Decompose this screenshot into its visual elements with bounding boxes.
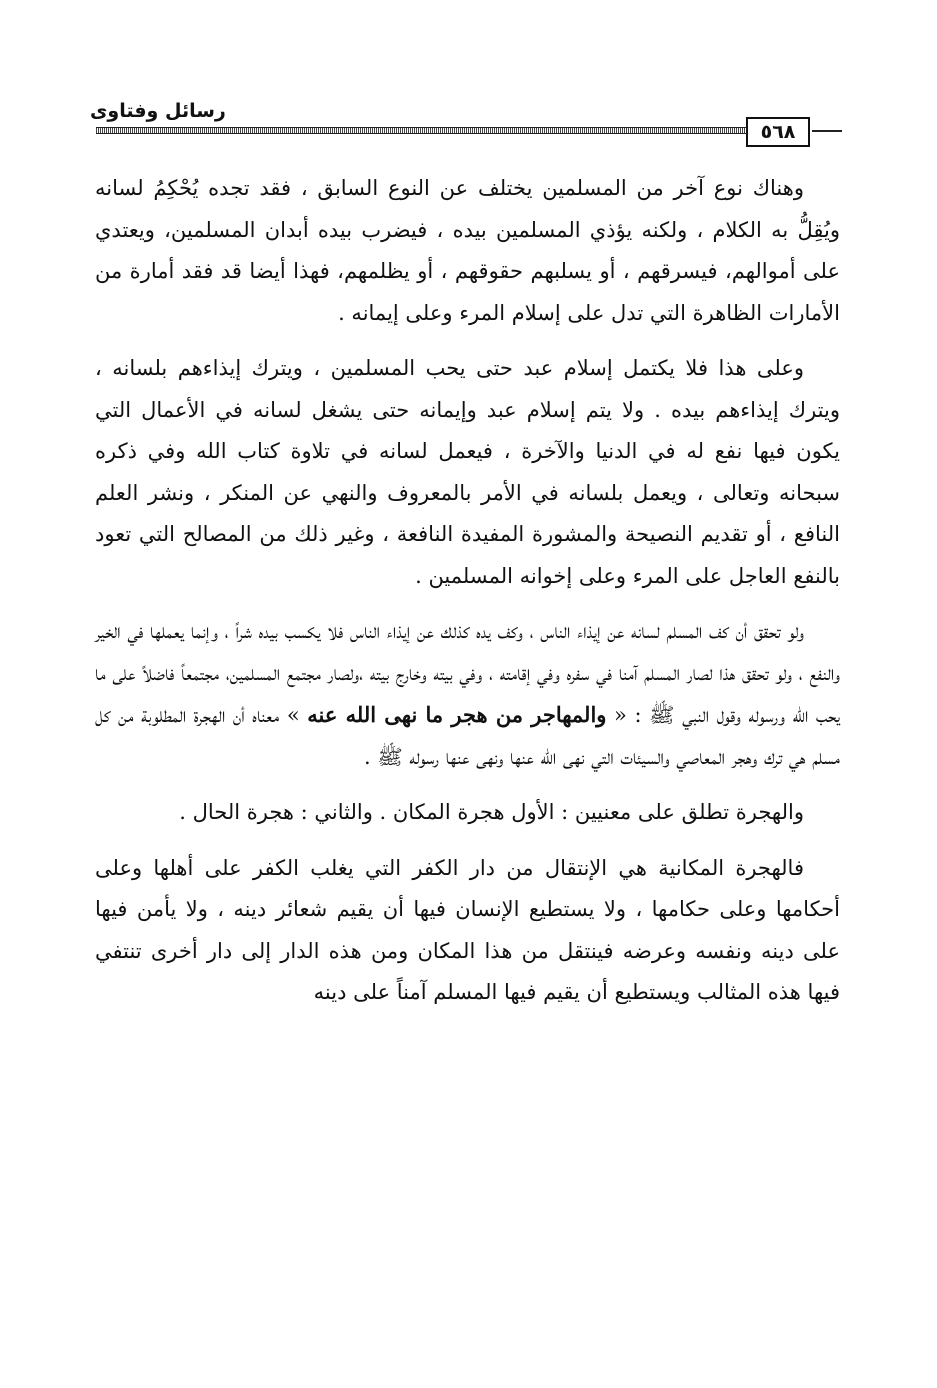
paragraph-4: والهجرة تطلق على معنيين : الأول هجرة المكان . والثاني : هجرة الحال . (179, 800, 804, 824)
paragraph-3-before: ولو تحقق أن كف المسلم لسانه عن إيذاء الناس ، وكف يده كذلك عن إيذاء الناس فلا يكسب بيده شراً ، وإنما يعملها في الخير والنفع ، ولو تحقق هذا لصار المسلم آمنا في سفره وفي إقامته ، وفي بيته وخارج بيته ،ولصار مجتمع المسلمين، مجتمعاً فاضلاً على ما يحب الله ورسوله وقول النبي ﷺ : « (95, 619, 840, 727)
page-number: ٥٦٨ (746, 117, 810, 147)
body-text (95, 168, 840, 1028)
paragraph-3-after: » معناه أن الهجرة المطلوبة من كل مسلم هي ترك وهجر المعاصي والسيئات التي نهى الله عنها ونهى عنها رسوله ﷺ . (95, 703, 840, 769)
header-rule (96, 127, 746, 134)
hadith-quote: والمهاجر من هجر ما نهى الله عنه (307, 702, 607, 727)
running-title: رسائل وفتاوى (90, 100, 226, 122)
paragraph-1: وهناك نوع آخر من المسلمين يختلف عن النوع السابق ، فقد تجده يُحْكِمُ لسانه ويُقِلُّ به الكلام ، ولكنه يؤذي المسلمين بيده ، فيضرب بيده أبدان المسلمين، ويعتدي على أموالهم، فيسرقهم ، أو يسلبهم حقوقهم ، أو يظلمهم، فهذا أيضا قد فقد أمارة من الأمارات الظاهرة التي تدل على إسلام المرء وعلى إيمانه . (95, 176, 840, 325)
paragraph-2: وعلى هذا فلا يكتمل إسلام عبد حتى يحب المسلمين ، ويترك إيذاءهم بلسانه ، ويترك إيذاءهم بيده . ولا يتم إسلام عبد وإيمانه حتى يشغل لسانه في الأعمال التي يكون فيها نفع له في الدنيا والآخرة ، فيعمل لسانه في تلاوة كتاب الله وفي ذكره سبحانه وتعالى ، ويعمل بلسانه في الأمر بالمعروف والنهي عن المنكر ، ونشر العلم النافع ، أو تقديم النصيحة والمشورة المفيدة النافعة ، وغير ذلك من المصالح التي تعود بالنفع العاجل على المرء وعلى إخوانه المسلمين . (95, 356, 840, 588)
paragraph-3 (95, 611, 840, 778)
header-rule-right (812, 130, 842, 132)
paragraph-5: فالهجرة المكانية هي الإنتقال من دار الكفر التي يغلب الكفر على أهلها وعلى أحكامها وعلى حكامها ، ولا يستطيع الإنسان فيها أن يقيم شعائر دينه ، ولا يأمن فيها على دينه ونفسه وعرضه فينتقل من هذا المكان ومن هذه الدار إلى دار أخرى تنتفي فيها هذه المثالب ويستطيع أن يقيم فيها المسلم آمناً على دينه (95, 855, 840, 1004)
